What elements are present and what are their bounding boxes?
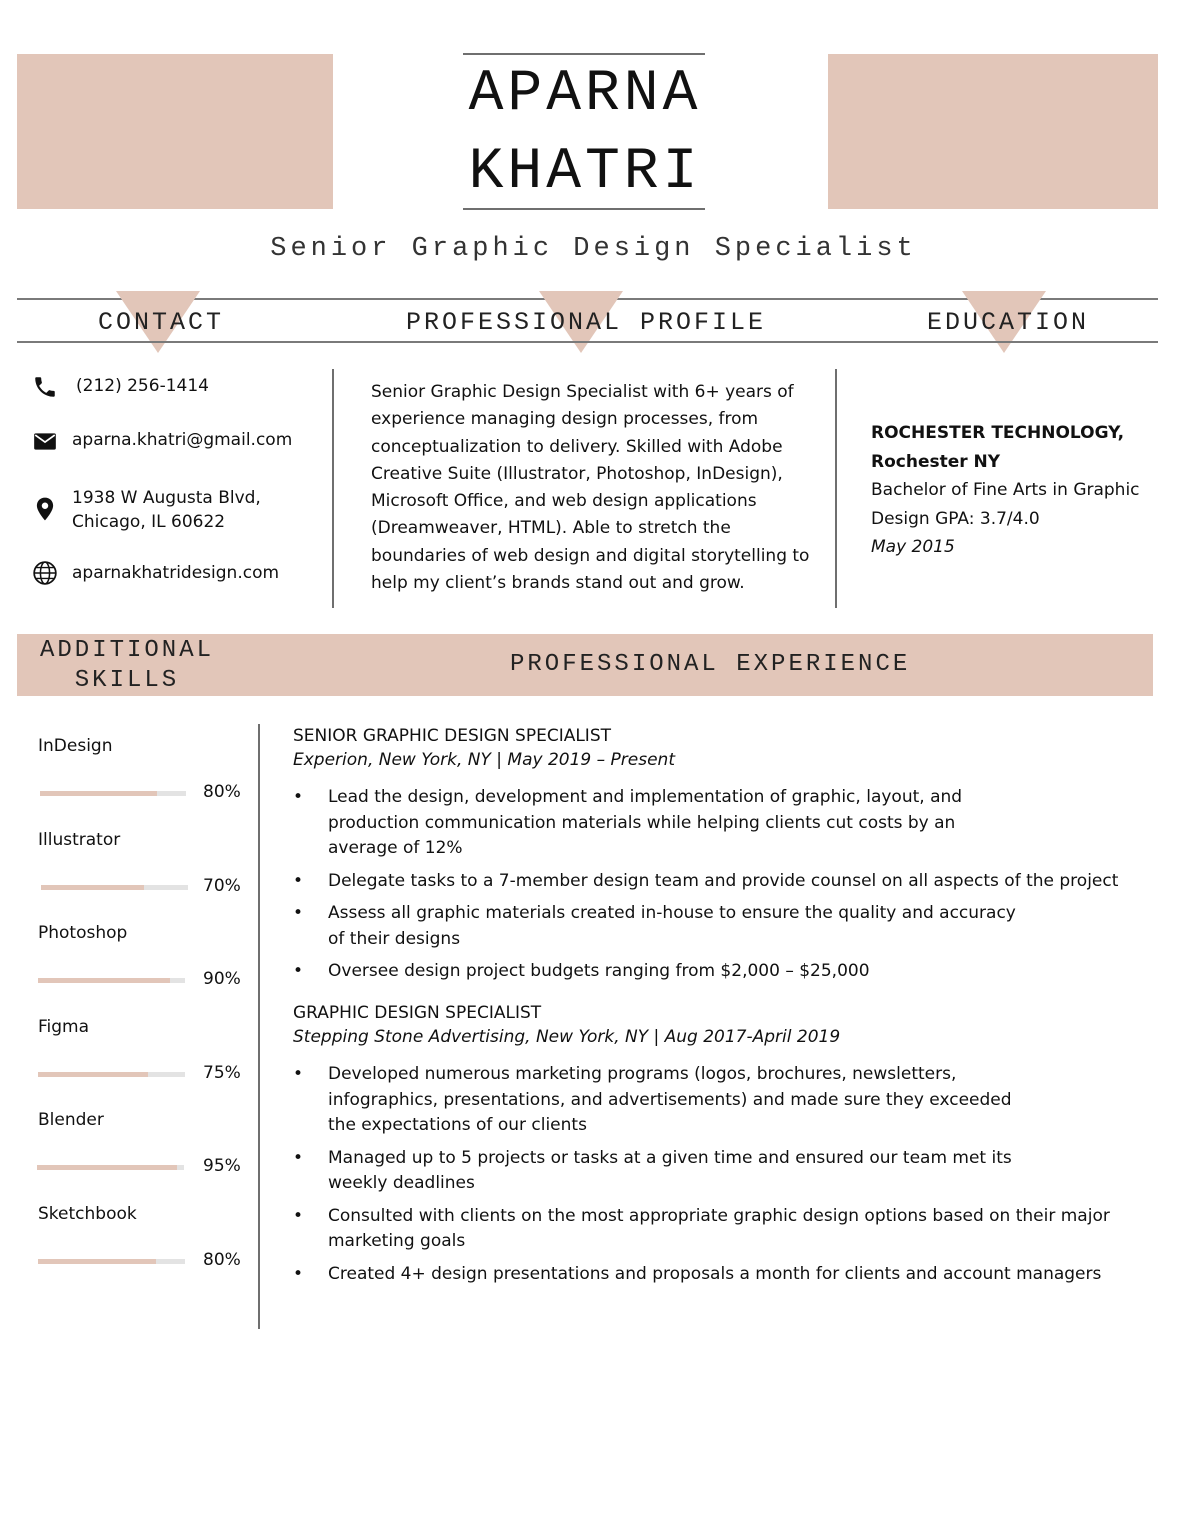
job-meta: Experion, New York, NY | May 2019 – Present bbox=[293, 750, 676, 770]
globe-icon bbox=[32, 560, 58, 586]
list-item: • Consulted with clients on the most appropriate graphic design options based on their major marketing goals bbox=[293, 1204, 1143, 1255]
skill-bar bbox=[40, 791, 186, 796]
profile-text: Senior Graphic Design Specialist with 6+ years of experience managing design processes, from conceptualization to delivery. Skilled with Adobe Creative Suite (Illustrator, Photoshop, InDesign), Microsoft Office, and web design applications (Dreamweaver, HTML). Able to stretch the boundaries of web design and digital storytelling to help my client’s brands stand out and grow. bbox=[371, 382, 810, 594]
profile-divider bbox=[835, 369, 837, 608]
skill-percent: 80% bbox=[203, 782, 241, 802]
skill-bar-fill bbox=[38, 1259, 156, 1264]
skill-bar bbox=[38, 978, 185, 983]
job-title: GRAPHIC DESIGN SPECIALIST bbox=[293, 1003, 542, 1023]
list-item: • Created 4+ design presentations and proposals a month for clients and account managers bbox=[293, 1262, 1143, 1288]
contact-divider bbox=[332, 369, 334, 608]
skill-percent: 80% bbox=[203, 1249, 241, 1270]
section-rule-bottom bbox=[17, 341, 1158, 343]
first-name: APARNA bbox=[468, 62, 702, 127]
job-bullets bbox=[293, 1062, 1143, 1287]
contact-email: aparna.khatri@gmail.com bbox=[72, 430, 293, 450]
profile-heading: PROFESSIONAL PROFILE bbox=[406, 308, 767, 337]
skill-name: InDesign bbox=[38, 736, 113, 756]
location-pin-icon bbox=[32, 496, 58, 522]
skill-bar-fill bbox=[40, 791, 157, 796]
contact-address-line1: 1938 W Augusta Blvd, bbox=[72, 488, 261, 508]
header-block-right bbox=[828, 54, 1158, 209]
skill-name: Sketchbook bbox=[38, 1203, 137, 1224]
job-entry bbox=[293, 1001, 1143, 1294]
skills-heading: ADDITIONAL SKILLS bbox=[39, 637, 215, 694]
list-item: • Oversee design project budgets ranging from $2,000 – $25,000 bbox=[293, 959, 1143, 985]
experience-heading: PROFESSIONAL EXPERIENCE bbox=[510, 651, 911, 678]
education-heading: EDUCATION bbox=[927, 308, 1090, 337]
contact-address-line2: Chicago, IL 60622 bbox=[72, 512, 226, 532]
skill-bar-fill bbox=[38, 978, 170, 983]
education-school: ROCHESTER TECHNOLOGY, bbox=[871, 423, 1125, 443]
education-degree: Bachelor of Fine Arts in Graphic Design GPA: 3.7/4.0 bbox=[871, 480, 1140, 529]
skill-name: Illustrator bbox=[38, 829, 121, 850]
job-title-subtitle: Senior Graphic Design Specialist bbox=[270, 234, 917, 264]
education-block bbox=[871, 419, 1151, 562]
phone-icon bbox=[32, 374, 58, 400]
skill-name: Blender bbox=[38, 1110, 104, 1130]
skill-bar bbox=[41, 885, 188, 890]
mail-icon bbox=[32, 428, 58, 454]
job-bullets bbox=[293, 785, 1143, 985]
job-meta: Stepping Stone Advertising, New York, NY | Aug 2017-April 2019 bbox=[293, 1027, 841, 1047]
skill-percent: 90% bbox=[203, 969, 241, 989]
education-location: Rochester NY bbox=[871, 451, 1001, 472]
list-item: • Delegate tasks to a 7-member design team and provide counsel on all aspects of the project bbox=[293, 869, 1143, 895]
contact-phone: (212) 256-1414 bbox=[76, 376, 209, 396]
skill-name: Figma bbox=[38, 1016, 90, 1037]
skill-bar bbox=[37, 1165, 184, 1170]
name-rule-bottom bbox=[463, 208, 705, 210]
header-block-left bbox=[17, 54, 333, 209]
skill-bar bbox=[38, 1259, 185, 1264]
skill-percent: 95% bbox=[203, 1156, 241, 1176]
list-item: • Managed up to 5 projects or tasks at a given time and ensured our team met its weekly deadlines bbox=[293, 1146, 1028, 1197]
contact-website: aparnakhatridesign.com bbox=[72, 563, 280, 583]
skill-bar bbox=[38, 1072, 185, 1077]
skill-percent: 75% bbox=[203, 1062, 241, 1083]
skills-divider bbox=[258, 724, 260, 1329]
list-item: • Lead the design, development and implementation of graphic, layout, and production communication materials while helping clients cut costs by an average of 12% bbox=[293, 785, 1028, 862]
name-rule-top bbox=[463, 53, 705, 55]
list-item: • Developed numerous marketing programs (logos, brochures, newsletters, infographics, presentations, and advertisements) and made sure they exceeded the expectations of our clients bbox=[293, 1062, 1043, 1139]
last-name: KHATRI bbox=[468, 140, 702, 205]
job-entry bbox=[293, 724, 1143, 992]
education-date: May 2015 bbox=[871, 537, 955, 557]
skill-bar-fill bbox=[37, 1165, 177, 1170]
list-item: • Assess all graphic materials created in-house to ensure the quality and accuracy of their designs bbox=[293, 901, 1028, 952]
contact-heading: CONTACT bbox=[98, 308, 225, 337]
skill-percent: 70% bbox=[203, 875, 241, 896]
skill-bar-fill bbox=[38, 1072, 148, 1077]
skill-bar-fill bbox=[41, 885, 144, 890]
skill-name: Photoshop bbox=[38, 923, 128, 943]
job-title: SENIOR GRAPHIC DESIGN SPECIALIST bbox=[293, 726, 611, 746]
